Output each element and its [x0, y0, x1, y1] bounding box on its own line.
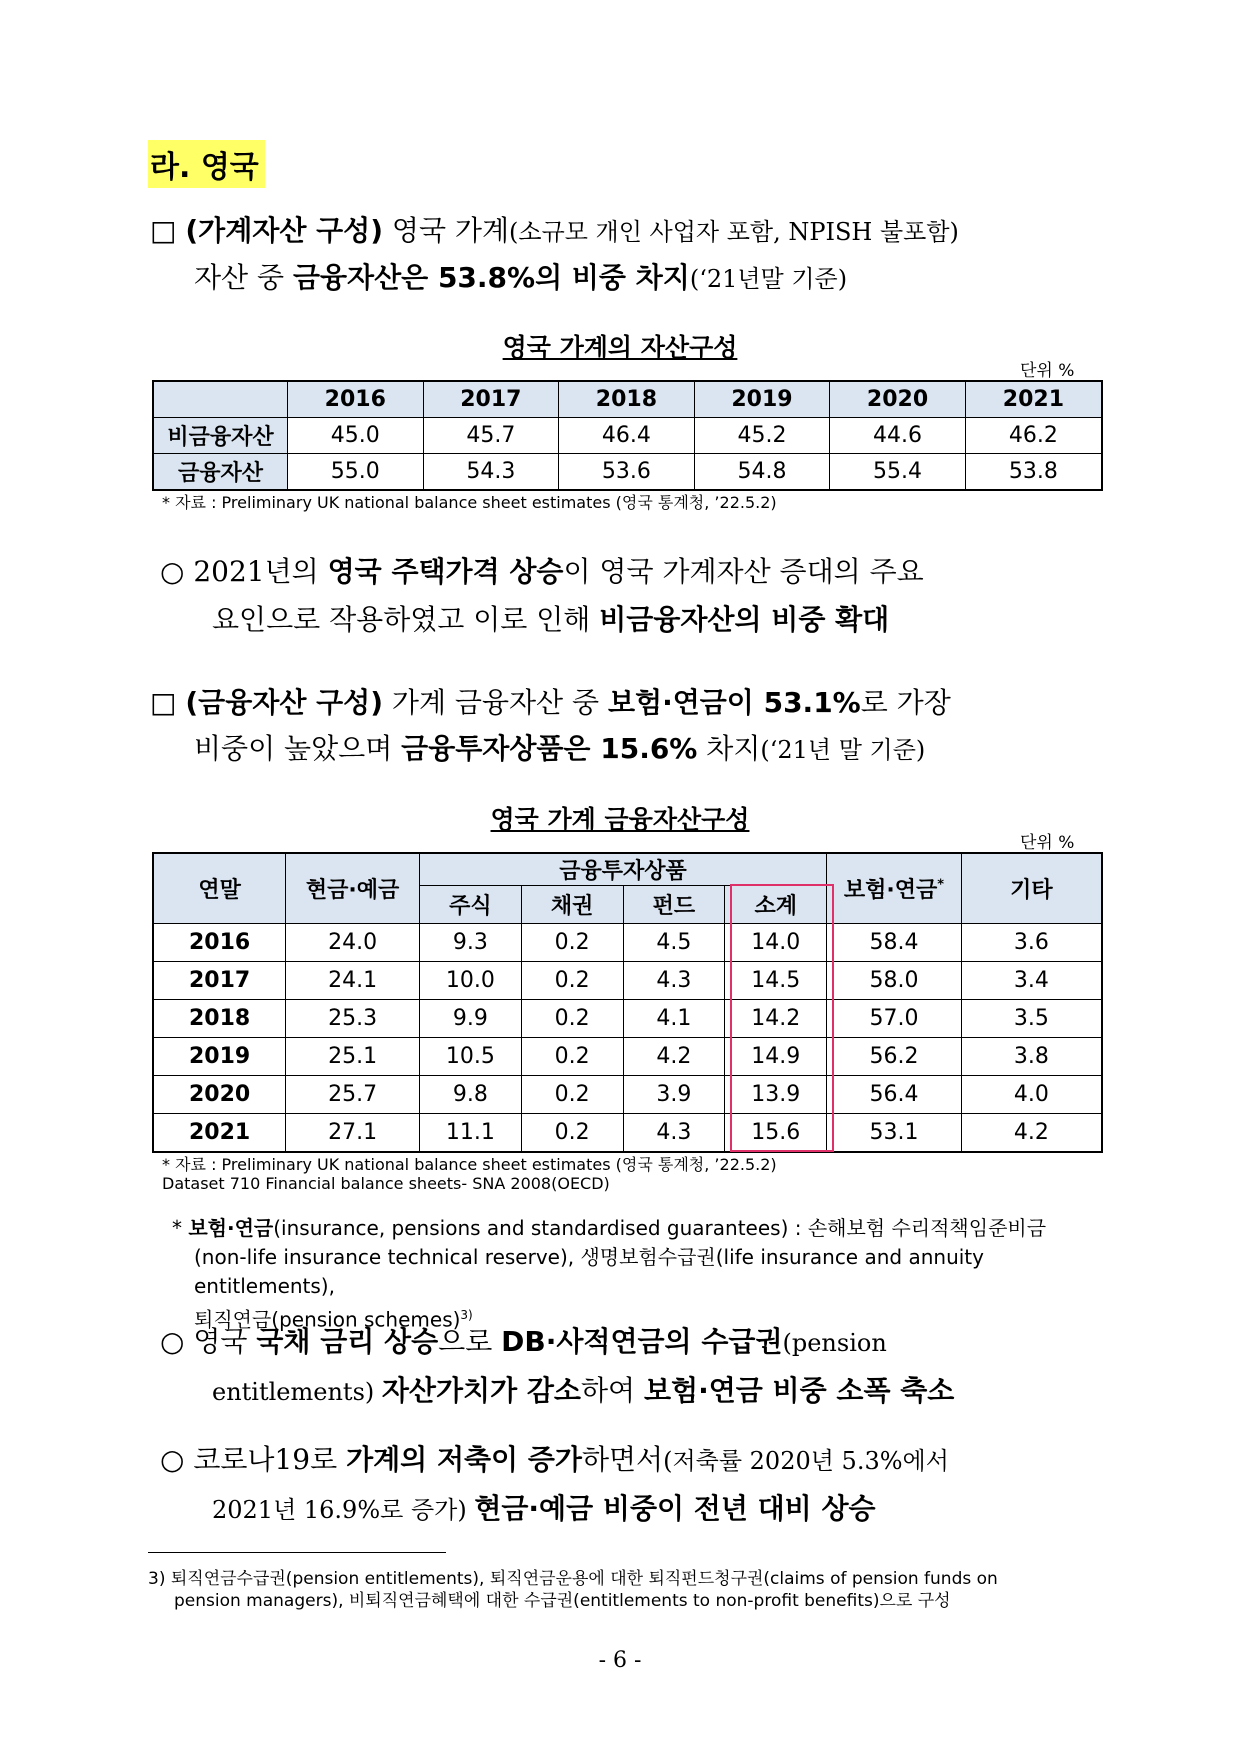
table2-title: 영국 가계 금융자산구성	[490, 805, 750, 834]
bullet3-paragraph: ○ 코로나19로 가계의 저축이 증가하면서(저축률 2020년 5.3%에서 2021년 16.9%로 증가) 현금·예금 비중이 전년 대비 상승	[160, 1443, 949, 1525]
table-cell: 53.1	[827, 1114, 962, 1153]
table-cell: 55.4	[830, 454, 966, 491]
table-cell: 54.3	[423, 454, 559, 491]
header-insurance: 보험·연금*	[827, 853, 962, 924]
header-subtotal: 소계	[725, 886, 827, 924]
table-cell: 14.5	[725, 962, 827, 1000]
row-label: 금융자산	[153, 454, 288, 491]
section2-tag: (금융자산 구성)	[185, 686, 384, 719]
bullet-circle-icon: ○	[160, 1325, 185, 1358]
asset-composition-table	[152, 380, 1103, 491]
bullet-circle-icon: ○	[160, 1443, 185, 1476]
table-cell: 14.2	[725, 1000, 827, 1038]
table-cell: 0.2	[521, 962, 623, 1000]
header-investment: 금융투자상품	[419, 853, 826, 886]
table-cell: 25.1	[286, 1038, 420, 1076]
row-year: 2018	[153, 1000, 286, 1038]
table-cell: 11.1	[419, 1114, 521, 1153]
table-cell: 56.4	[827, 1076, 962, 1114]
table-cell: 4.2	[623, 1038, 725, 1076]
table-cell: 0.2	[521, 1114, 623, 1153]
header-cash: 현금·예금	[286, 853, 420, 924]
table1-unit: 단위 %	[1020, 361, 1075, 381]
table-cell: 45.0	[288, 418, 424, 454]
table-cell: 3.4	[961, 962, 1102, 1000]
table-row	[153, 1076, 1102, 1114]
table-cell: 10.0	[419, 962, 521, 1000]
table-cell: 4.2	[961, 1114, 1102, 1153]
financial-asset-table	[152, 852, 1103, 1153]
table-cell: 55.0	[288, 454, 424, 491]
table1-year-header: 2018	[559, 381, 695, 418]
header-bond: 채권	[521, 886, 623, 924]
table-cell: 15.6	[725, 1114, 827, 1153]
table1-corner	[153, 381, 288, 418]
table1-title: 영국 가계의 자산구성	[502, 333, 738, 362]
table-cell: 58.0	[827, 962, 962, 1000]
header-year: 연말	[153, 853, 286, 924]
table-cell: 0.2	[521, 924, 623, 962]
table-cell: 25.7	[286, 1076, 420, 1114]
table-row	[153, 1000, 1102, 1038]
table-row	[153, 1038, 1102, 1076]
footnote: 3) 퇴직연금수급권(pension entitlements), 퇴직연금운용에 대한 퇴직펀드청구권(claims of pension funds on pension managers), 비퇴직연금혜택에 대한 수급권(entitlements to non-profit benefits)으로 구성	[148, 1569, 998, 1611]
table-cell: 53.8	[965, 454, 1102, 491]
table-cell: 9.8	[419, 1076, 521, 1114]
table-cell: 4.5	[623, 924, 725, 962]
table-cell: 45.7	[423, 418, 559, 454]
insurance-definition-note: * 보험·연금(insurance, pensions and standardised guarantees) : 손해보험 수리적책임준비금 (non-life insurance technical reserve), 생명보험수급권(life insurance and annuity entitlements), 퇴직연금(pension schemes)$^{3)}$	[172, 1216, 1047, 1332]
table-cell: 9.9	[419, 1000, 521, 1038]
row-year: 2016	[153, 924, 286, 962]
table-cell: 44.6	[830, 418, 966, 454]
table-cell: 24.0	[286, 924, 420, 962]
bullet-circle-icon: ○	[160, 555, 185, 588]
section2-paragraph: □ (금융자산 구성) 가계 금융자산 중 보험·연금이 53.1%로 가장 비중이 높았으며 금융투자상품은 15.6% 차지(‘21년 말 기준)	[150, 686, 951, 765]
table-cell: 9.3	[419, 924, 521, 962]
table-cell: 46.4	[559, 418, 695, 454]
table1-year-header: 2021	[965, 381, 1102, 418]
table2-source: * 자료 : Preliminary UK national balance sheet estimates (영국 통계청, ’22.5.2) Dataset 710 Financial balance sheets- SNA 2008(OECD)	[162, 1155, 777, 1193]
table-row	[153, 418, 1102, 454]
section-heading: 라. 영국	[148, 140, 265, 188]
table-cell: 27.1	[286, 1114, 420, 1153]
row-year: 2019	[153, 1038, 286, 1076]
table-cell: 14.0	[725, 924, 827, 962]
header-fund: 펀드	[623, 886, 725, 924]
bullet2-paragraph: ○ 영국 국채 금리 상승으로 DB·사적연금의 수급권(pension entitlements) 자산가치가 감소하여 보험·연금 비중 소폭 축소	[160, 1325, 955, 1407]
table1-year-header: 2019	[694, 381, 830, 418]
table-cell: 0.2	[521, 1000, 623, 1038]
table-cell: 24.1	[286, 962, 420, 1000]
table-cell: 58.4	[827, 924, 962, 962]
table-cell: 4.0	[961, 1076, 1102, 1114]
table-cell: 46.2	[965, 418, 1102, 454]
checkbox-square-icon: □	[150, 686, 177, 719]
table-cell: 25.3	[286, 1000, 420, 1038]
section1-tag: (가계자산 구성)	[185, 214, 384, 247]
table-cell: 3.5	[961, 1000, 1102, 1038]
row-label: 비금융자산	[153, 418, 288, 454]
row-year: 2017	[153, 962, 286, 1000]
header-other: 기타	[961, 853, 1102, 924]
row-year: 2020	[153, 1076, 286, 1114]
table-cell: 56.2	[827, 1038, 962, 1076]
table2-unit: 단위 %	[1020, 833, 1075, 853]
table-cell: 3.9	[623, 1076, 725, 1114]
footnote-divider	[148, 1552, 446, 1553]
table-row	[153, 1114, 1102, 1153]
table-cell: 0.2	[521, 1076, 623, 1114]
table1-source: * 자료 : Preliminary UK national balance sheet estimates (영국 통계청, ’22.5.2)	[162, 493, 777, 512]
section1-paragraph: □ (가계자산 구성) 영국 가계(소규모 개인 사업자 포함, NPISH 불포함) 자산 중 금융자산은 53.8%의 비중 차지(‘21년말 기준)	[150, 214, 959, 294]
table-cell: 4.3	[623, 1114, 725, 1153]
table1-year-header: 2020	[830, 381, 966, 418]
table-cell: 0.2	[521, 1038, 623, 1076]
table-row	[153, 924, 1102, 962]
table-cell: 45.2	[694, 418, 830, 454]
table-cell: 53.6	[559, 454, 695, 491]
table-cell: 3.6	[961, 924, 1102, 962]
table-cell: 4.1	[623, 1000, 725, 1038]
table-row	[153, 962, 1102, 1000]
table-cell: 13.9	[725, 1076, 827, 1114]
page-number: - 6 -	[598, 1648, 642, 1673]
table-cell: 57.0	[827, 1000, 962, 1038]
table-cell: 10.5	[419, 1038, 521, 1076]
table-cell: 4.3	[623, 962, 725, 1000]
header-stock: 주식	[419, 886, 521, 924]
table-row	[153, 454, 1102, 491]
table1-year-header: 2016	[288, 381, 424, 418]
row-year: 2021	[153, 1114, 286, 1153]
table-cell: 54.8	[694, 454, 830, 491]
table-cell: 3.8	[961, 1038, 1102, 1076]
table1-year-header: 2017	[423, 381, 559, 418]
bullet1-paragraph: ○ 2021년의 영국 주택가격 상승이 영국 가계자산 증대의 주요 요인으로 작용하였고 이로 인해 비금융자산의 비중 확대	[160, 555, 924, 636]
table-cell: 14.9	[725, 1038, 827, 1076]
checkbox-square-icon: □	[150, 214, 177, 247]
